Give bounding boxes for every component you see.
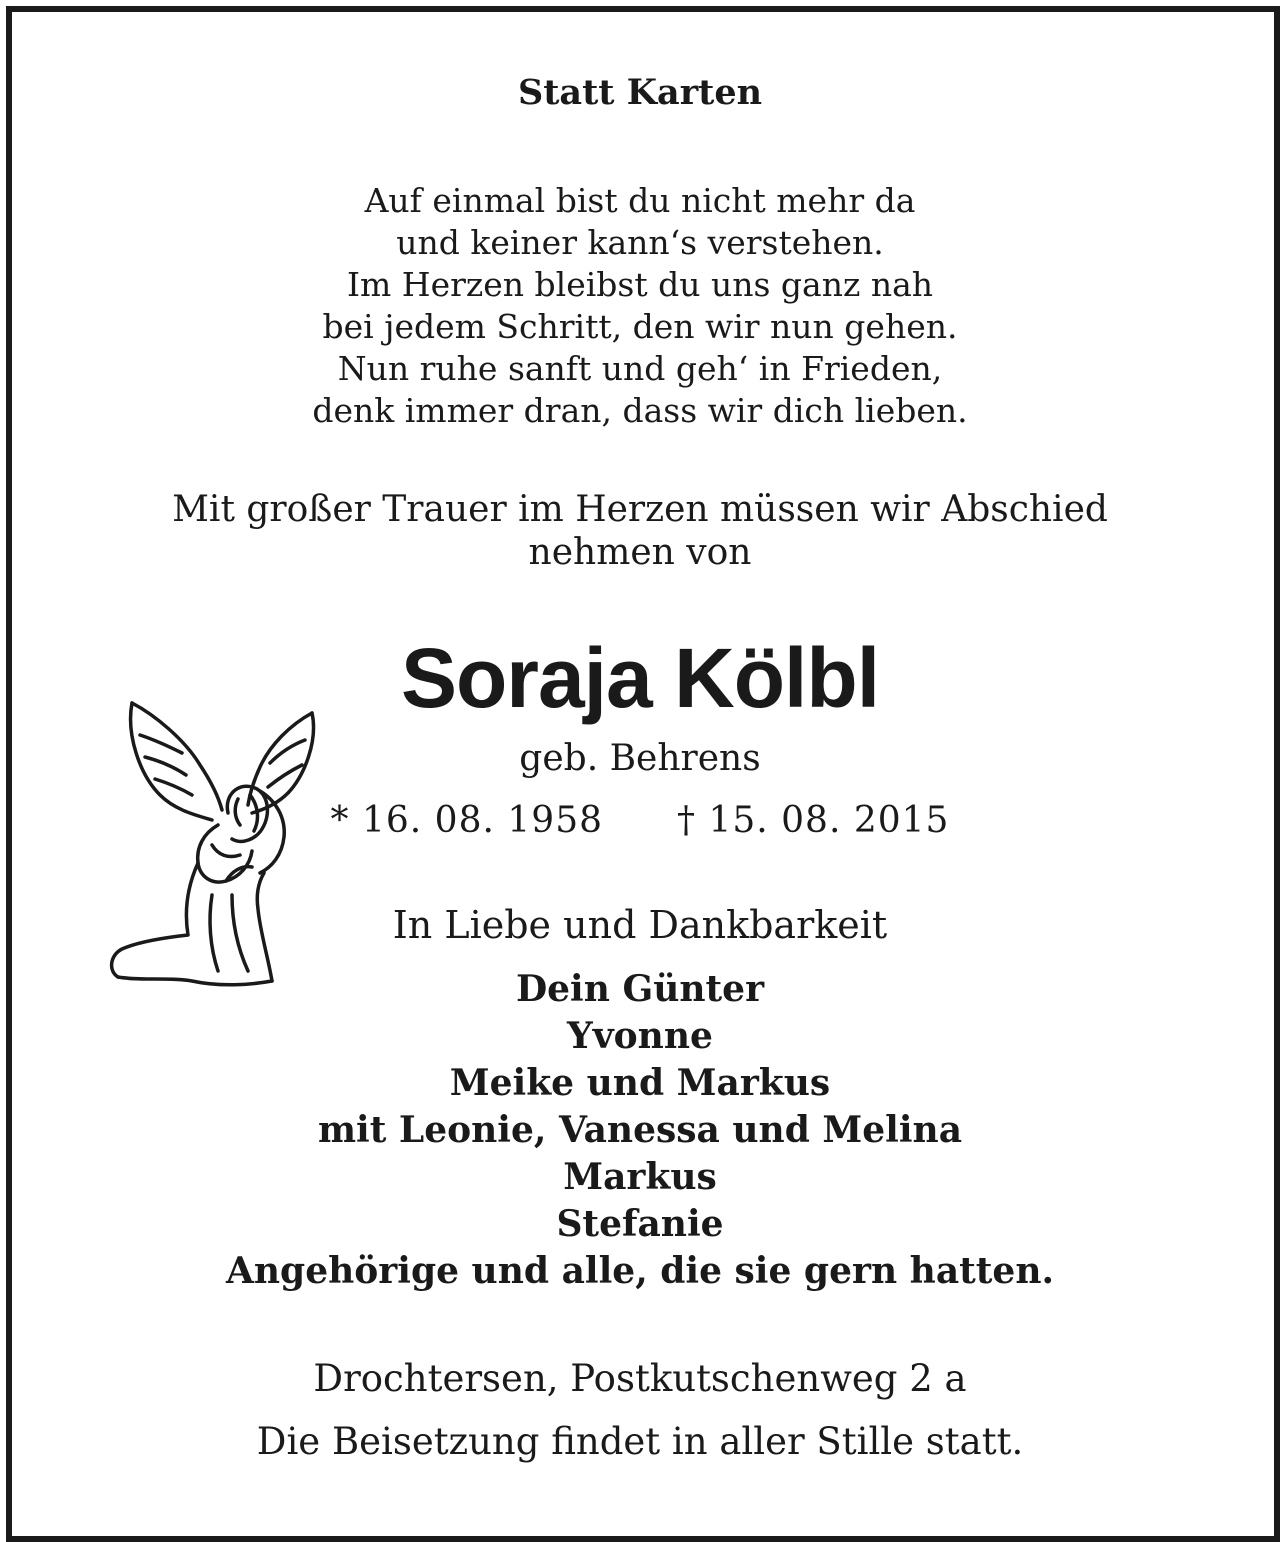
mourner-name: Yvonne xyxy=(567,1015,713,1057)
mourner-name: mit Leonie, Vanessa und Melina xyxy=(317,1109,963,1151)
burial-note: Die Beisetzung findet in aller Stille statt. xyxy=(256,1420,1024,1463)
mourner-name: Stefanie xyxy=(556,1203,724,1245)
mourner-name: Angehörige und alle, die sie gern hatten. xyxy=(225,1250,1055,1292)
mourner-name: Meike und Markus xyxy=(449,1062,831,1104)
farewell-intro xyxy=(0,488,1280,574)
angel-icon xyxy=(100,695,330,1005)
death-date: † 15. 08. 2015 xyxy=(677,800,950,841)
poem-line: Nun ruhe sanft und geh‘ in Frieden, xyxy=(337,349,943,388)
poem xyxy=(0,180,1280,432)
poem-line: Auf einmal bist du nicht mehr da xyxy=(364,181,916,220)
notice-heading: Statt Karten xyxy=(517,72,763,113)
birth-name: geb. Behrens xyxy=(519,738,761,779)
poem-line: Im Herzen bleibst du uns ganz nah xyxy=(346,265,934,304)
address-line: Drochtersen, Postkutschenweg 2 a xyxy=(313,1357,967,1400)
birth-date: * 16. 08. 1958 xyxy=(330,800,603,841)
poem-line: denk immer dran, dass wir dich lieben. xyxy=(312,391,968,430)
intro-line: nehmen von xyxy=(528,532,752,573)
mourner-name: Markus xyxy=(563,1156,717,1198)
poem-line: bei jedem Schritt, den wir nun gehen. xyxy=(322,307,958,346)
deceased-name: Soraja Kölbl xyxy=(400,631,880,725)
mourners-list xyxy=(0,966,1280,1295)
closing-line: In Liebe und Dankbarkeit xyxy=(392,903,888,947)
poem-line: und keiner kann‘s verstehen. xyxy=(396,223,884,262)
mourner-name: Dein Günter xyxy=(515,968,765,1010)
intro-line: Mit großer Trauer im Herzen müssen wir Abschied xyxy=(172,489,1108,530)
